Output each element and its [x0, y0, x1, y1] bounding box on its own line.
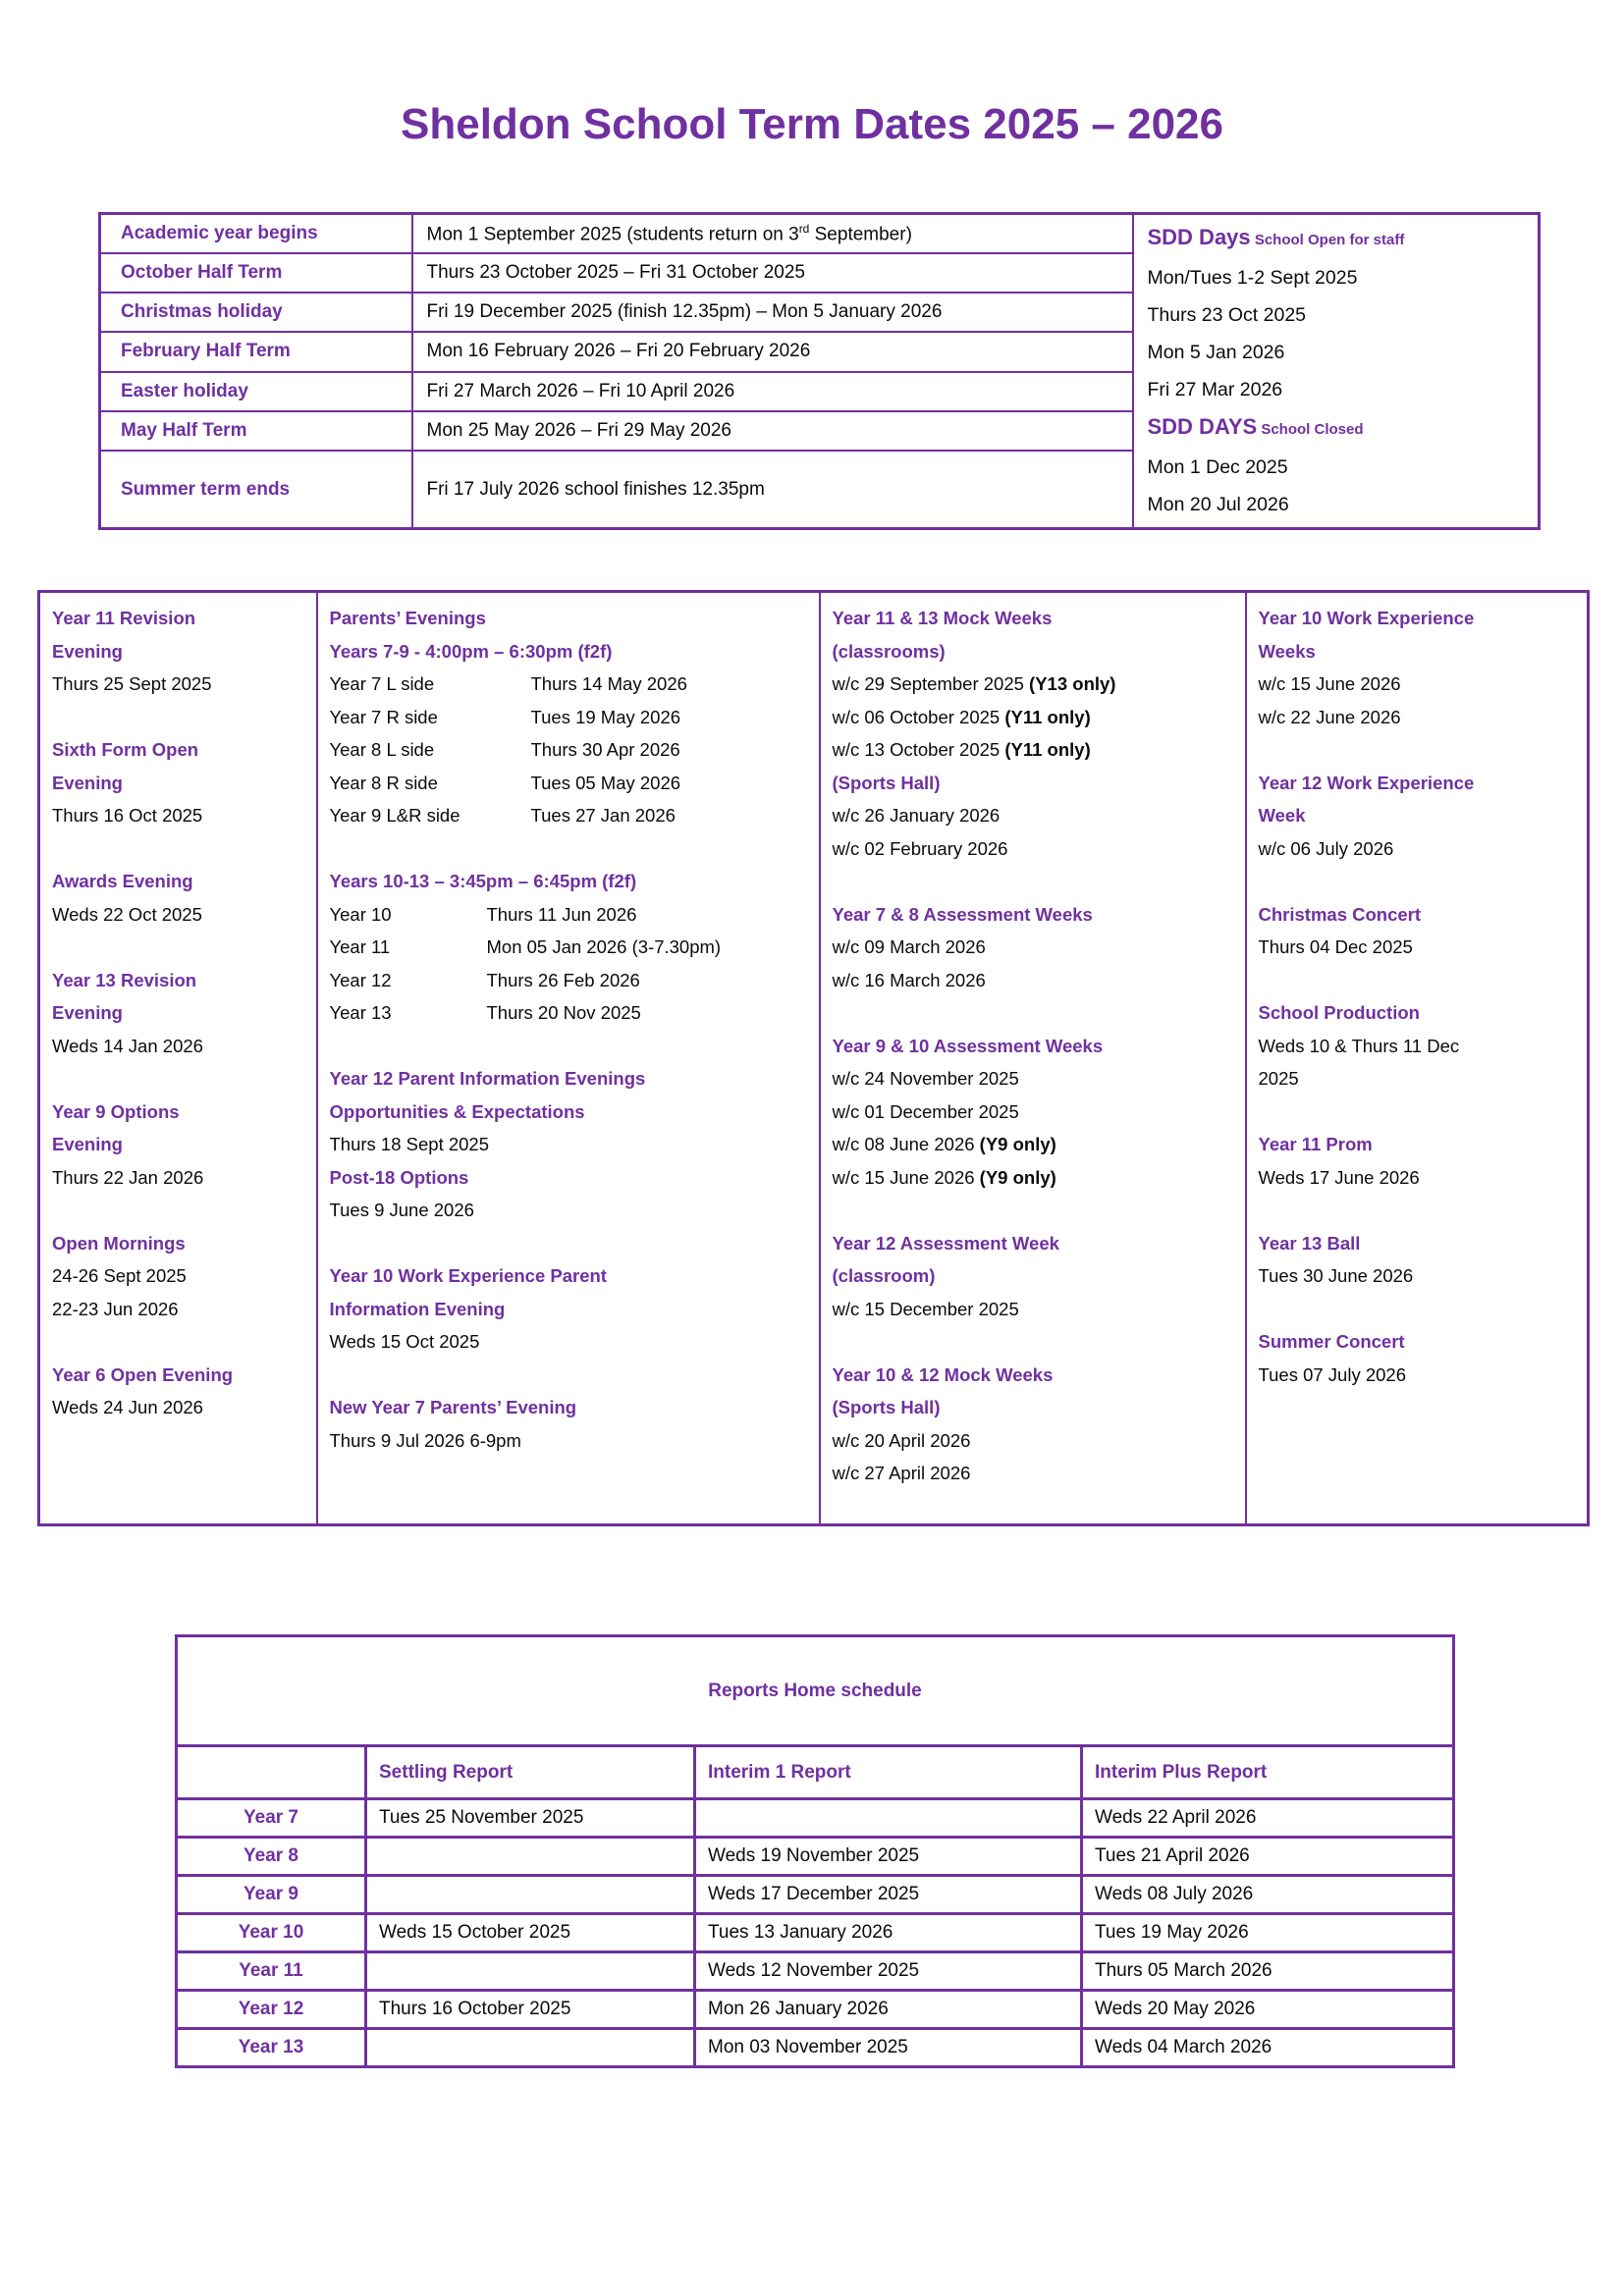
event-date-text: w/c 08 June 2026 — [832, 1134, 980, 1154]
event-heading: Year 11 Prom — [1258, 1134, 1373, 1154]
events-column-parents-evenings — [317, 592, 820, 1525]
report-date-cell: Weds 22 April 2026 — [1082, 1799, 1454, 1838]
spacer — [330, 1227, 807, 1260]
event-date-text: w/c 13 October 2025 — [832, 739, 1005, 760]
sdd-days-cell — [1133, 214, 1540, 529]
spacer — [52, 1194, 304, 1227]
event-heading: Awards Evening — [52, 871, 193, 891]
report-date-cell: Weds 04 March 2026 — [1082, 2029, 1454, 2067]
spacer — [833, 1194, 1233, 1227]
event-pair-date: Thurs 14 May 2026 — [530, 673, 687, 694]
reports-title: Reports Home schedule — [177, 1636, 1454, 1746]
event-date — [833, 701, 1233, 734]
spacer — [52, 1062, 304, 1095]
event-pair — [330, 964, 807, 997]
report-year-cell: Year 9 — [177, 1876, 366, 1914]
report-date-cell — [366, 1838, 695, 1876]
report-row — [177, 1799, 1454, 1838]
event-heading: Year 12 Parent Information Evenings — [329, 1068, 646, 1089]
spacer — [833, 996, 1233, 1030]
event-heading: (Sports Hall) — [832, 1397, 941, 1417]
term-label-cell: February Half Term — [100, 332, 412, 372]
spacer — [52, 701, 304, 734]
event-pair — [330, 733, 807, 767]
report-year-cell: Year 10 — [177, 1914, 366, 1952]
event-date: 22-23 Jun 2026 — [52, 1298, 179, 1319]
spacer — [1259, 865, 1576, 898]
report-date-cell: Weds 20 May 2026 — [1082, 1991, 1454, 2029]
report-row — [177, 1876, 1454, 1914]
report-date-cell: Tues 19 May 2026 — [1082, 1914, 1454, 1952]
term-value-cell: Fri 27 March 2026 – Fri 10 April 2026 — [412, 372, 1133, 411]
event-date: Tues 30 June 2026 — [1258, 1265, 1414, 1286]
event-pair — [330, 667, 807, 701]
event-pair-date: Thurs 11 Jun 2026 — [486, 903, 637, 925]
term-label-cell: Christmas holiday — [100, 293, 412, 332]
event-date: Thurs 04 Dec 2025 — [1258, 936, 1413, 957]
event-date — [833, 1128, 1233, 1161]
event-heading: Year 13 Ball — [1258, 1232, 1361, 1254]
event-date: 24-26 Sept 2025 — [52, 1265, 187, 1286]
report-date-cell: Tues 25 November 2025 — [366, 1799, 695, 1838]
event-pair — [330, 701, 807, 734]
event-date — [833, 1161, 1233, 1195]
term-row — [100, 214, 1540, 253]
event-date: Thurs 18 Sept 2025 — [329, 1134, 489, 1154]
event-pair — [330, 767, 807, 800]
event-date-text: w/c 15 June 2026 — [832, 1166, 980, 1188]
sdd-date: Mon 1 Dec 2025 — [1147, 456, 1288, 478]
event-heading: Evening — [52, 640, 123, 662]
term-value-cell: Thurs 23 October 2025 – Fri 31 October 2025 — [412, 253, 1133, 293]
event-pair-label: Year 13 — [329, 1002, 392, 1023]
report-year-cell: Year 12 — [177, 1991, 366, 2029]
event-heading: (classroom) — [832, 1265, 936, 1286]
event-heading: Year 7 & 8 Assessment Weeks — [832, 903, 1093, 925]
event-heading: School Production — [1258, 1002, 1420, 1023]
sdd-date: Mon/Tues 1-2 Sept 2025 — [1147, 267, 1358, 289]
event-pair-date: Tues 05 May 2026 — [530, 772, 681, 793]
events-column-work-experience-and-events — [1246, 592, 1589, 1525]
event-pair-label: Year 7 R side — [329, 706, 438, 727]
event-pair-date: Tues 27 Jan 2026 — [530, 805, 676, 826]
events-column-open-and-revision-evenings — [39, 592, 317, 1525]
spacer — [833, 1325, 1233, 1359]
event-pair-label: Year 12 — [329, 969, 392, 990]
sdd-date: Thurs 23 Oct 2025 — [1147, 304, 1307, 326]
spacer — [833, 865, 1233, 898]
sdd-section-title: SDD Days — [1147, 225, 1251, 249]
event-pair-date: Tues 19 May 2026 — [530, 706, 681, 727]
event-pair-label: Year 8 R side — [329, 772, 438, 793]
event-heading: Christmas Concert — [1258, 903, 1422, 925]
event-date: w/c 24 November 2025 — [832, 1068, 1019, 1089]
event-heading: Evening — [52, 1002, 123, 1023]
event-date: Weds 14 Jan 2026 — [52, 1035, 203, 1056]
spacer — [52, 1325, 304, 1359]
events-table — [37, 590, 1590, 1526]
report-date-cell — [366, 1952, 695, 1991]
report-date-cell — [366, 2029, 695, 2067]
reports-header-empty — [177, 1746, 366, 1799]
event-date-note: (Y13 only) — [1029, 673, 1116, 694]
event-heading: Year 12 Work Experience — [1258, 772, 1475, 793]
event-pair-date: Thurs 20 Nov 2025 — [486, 1002, 641, 1023]
event-heading: Summer Concert — [1258, 1331, 1405, 1352]
report-row — [177, 1914, 1454, 1952]
spacer — [1259, 1095, 1576, 1129]
event-heading: New Year 7 Parents’ Evening — [329, 1397, 577, 1417]
reports-header: Interim 1 Report — [695, 1746, 1082, 1799]
sdd-section-heading — [1148, 219, 1525, 259]
term-value-cell: Mon 16 February 2026 – Fri 20 February 2026 — [412, 332, 1133, 372]
page-title: Sheldon School Term Dates 2025 – 2026 — [401, 100, 1223, 148]
spacer — [52, 832, 304, 866]
report-date-cell: Mon 03 November 2025 — [695, 2029, 1082, 2067]
event-date: Weds 24 Jun 2026 — [52, 1397, 203, 1417]
spacer — [330, 1359, 807, 1392]
event-heading: Evening — [52, 1134, 123, 1154]
report-date-cell: Weds 19 November 2025 — [695, 1838, 1082, 1876]
report-date-cell — [366, 1876, 695, 1914]
event-pair — [330, 996, 807, 1030]
event-heading: Years 7-9 - 4:00pm – 6:30pm (f2f) — [329, 640, 613, 662]
event-date-note: (Y9 only) — [979, 1134, 1056, 1154]
event-date: w/c 09 March 2026 — [832, 936, 986, 957]
event-heading: Weeks — [1258, 640, 1316, 662]
term-value-text: September) — [809, 223, 912, 244]
sdd-section-subtitle: School Closed — [1257, 421, 1364, 438]
event-date: w/c 27 April 2026 — [832, 1463, 971, 1483]
event-date: w/c 22 June 2026 — [1258, 706, 1401, 727]
report-row — [177, 2029, 1454, 2067]
term-value-cell — [412, 214, 1133, 253]
event-heading: Year 9 & 10 Assessment Weeks — [832, 1035, 1104, 1056]
event-date: Thurs 22 Jan 2026 — [52, 1166, 204, 1188]
event-date — [833, 733, 1233, 767]
event-heading: Post-18 Options — [329, 1166, 469, 1188]
spacer — [330, 832, 807, 866]
spacer — [1259, 1194, 1576, 1227]
event-date: Tues 07 July 2026 — [1258, 1363, 1406, 1385]
term-value-text: rd — [798, 221, 810, 236]
event-date-text: w/c 06 October 2025 — [832, 706, 1005, 727]
spacer — [1259, 964, 1576, 997]
spacer — [1259, 733, 1576, 767]
term-label-cell: Easter holiday — [100, 372, 412, 411]
event-date: w/c 26 January 2026 — [832, 805, 1001, 826]
event-date: Weds 10 & Thurs 11 Dec — [1258, 1035, 1460, 1056]
report-date-cell: Thurs 05 March 2026 — [1082, 1952, 1454, 1991]
event-pair-date: Mon 05 Jan 2026 (3-7.30pm) — [486, 936, 722, 957]
event-heading: Year 10 Work Experience — [1258, 608, 1475, 628]
event-heading: Sixth Form Open — [52, 739, 199, 760]
term-value-cell: Fri 17 July 2026 school finishes 12.35pm — [412, 451, 1133, 528]
term-value-cell: Mon 25 May 2026 – Fri 29 May 2026 — [412, 411, 1133, 451]
sdd-section-title: SDD DAYS — [1147, 414, 1258, 439]
report-year-cell: Year 8 — [177, 1838, 366, 1876]
event-date-text: w/c 29 September 2025 — [832, 673, 1030, 694]
event-heading: Year 6 Open Evening — [52, 1363, 234, 1385]
report-date-cell — [695, 1799, 1082, 1838]
event-heading: Year 10 & 12 Mock Weeks — [832, 1363, 1054, 1385]
sdd-section-heading — [1148, 408, 1525, 449]
report-year-cell: Year 13 — [177, 2029, 366, 2067]
sdd-date: Fri 27 Mar 2026 — [1147, 379, 1283, 400]
event-heading: (Sports Hall) — [832, 772, 941, 793]
term-dates-table — [98, 212, 1541, 530]
report-year-cell: Year 7 — [177, 1799, 366, 1838]
event-date: w/c 15 December 2025 — [832, 1298, 1019, 1319]
event-pair-date: Thurs 26 Feb 2026 — [486, 969, 640, 990]
term-label-cell: October Half Term — [100, 253, 412, 293]
report-date-cell: Weds 15 October 2025 — [366, 1914, 695, 1952]
event-pair-label: Year 11 — [329, 936, 391, 957]
event-date: w/c 15 June 2026 — [1258, 673, 1401, 694]
event-heading: Year 11 Revision — [52, 608, 196, 628]
reports-header: Interim Plus Report — [1082, 1746, 1454, 1799]
spacer — [52, 931, 304, 964]
reports-home-table — [175, 1634, 1455, 2068]
report-row — [177, 1838, 1454, 1876]
event-pair — [330, 931, 807, 964]
sdd-date: Mon 5 Jan 2026 — [1147, 342, 1285, 363]
event-date-note: (Y9 only) — [979, 1166, 1056, 1188]
event-date: 2025 — [1258, 1068, 1299, 1089]
reports-header: Settling Report — [366, 1746, 695, 1799]
report-row — [177, 1952, 1454, 1991]
term-value-text: Mon 1 September 2025 (students return on 3 — [426, 223, 799, 244]
event-heading: Parents’ Evenings — [329, 608, 486, 628]
events-row — [39, 592, 1589, 1525]
event-date — [833, 667, 1233, 701]
event-date: Weds 17 June 2026 — [1258, 1166, 1420, 1188]
event-heading: Evening — [52, 772, 123, 793]
event-pair-label: Year 7 L side — [329, 673, 435, 694]
event-heading: Years 10-13 – 3:45pm – 6:45pm (f2f) — [329, 871, 637, 891]
event-heading: Information Evening — [329, 1298, 506, 1319]
event-date: w/c 02 February 2026 — [832, 837, 1008, 859]
event-heading: Year 11 & 13 Mock Weeks — [832, 608, 1053, 628]
event-date: Thurs 25 Sept 2025 — [52, 673, 212, 694]
sdd-section-subtitle: School Open for staff — [1250, 232, 1405, 248]
report-date-cell: Tues 13 January 2026 — [695, 1914, 1082, 1952]
spacer — [330, 1030, 807, 1063]
report-row — [177, 1991, 1454, 2029]
event-pair — [330, 898, 807, 932]
event-date-note: (Y11 only) — [1004, 739, 1091, 760]
event-heading: Year 9 Options — [52, 1100, 180, 1122]
event-pair-label: Year 8 L side — [329, 739, 435, 760]
report-date-cell: Weds 12 November 2025 — [695, 1952, 1082, 1991]
event-pair-label: Year 10 — [329, 903, 392, 925]
event-pair-label: Year 9 L&R side — [329, 805, 460, 826]
events-column-mock-and-assessment-weeks — [820, 592, 1246, 1525]
reports-header-row — [177, 1746, 1454, 1799]
event-date: Weds 15 Oct 2025 — [329, 1331, 480, 1352]
event-heading: Week — [1258, 805, 1306, 826]
event-date: Thurs 16 Oct 2025 — [52, 805, 203, 826]
report-year-cell: Year 11 — [177, 1952, 366, 1991]
report-date-cell: Weds 17 December 2025 — [695, 1876, 1082, 1914]
event-heading: Year 10 Work Experience Parent — [329, 1265, 607, 1286]
event-date: w/c 20 April 2026 — [832, 1429, 971, 1451]
term-label-cell: Academic year begins — [100, 214, 412, 253]
event-heading: Opportunities & Expectations — [329, 1100, 585, 1122]
event-heading: Year 12 Assessment Week — [832, 1232, 1059, 1254]
event-date: Weds 22 Oct 2025 — [52, 903, 202, 925]
term-label-cell: May Half Term — [100, 411, 412, 451]
event-heading: (classrooms) — [832, 640, 946, 662]
term-label-cell: Summer term ends — [100, 451, 412, 528]
report-date-cell: Weds 08 July 2026 — [1082, 1876, 1454, 1914]
event-pair — [330, 799, 807, 832]
event-pair-date: Thurs 30 Apr 2026 — [530, 739, 680, 760]
event-date: Tues 9 June 2026 — [329, 1200, 474, 1220]
sdd-date: Mon 20 Jul 2026 — [1147, 494, 1289, 515]
term-value-cell: Fri 19 December 2025 (finish 12.35pm) – Mon 5 January 2026 — [412, 293, 1133, 332]
reports-title-row — [177, 1636, 1454, 1746]
report-date-cell: Mon 26 January 2026 — [695, 1991, 1082, 2029]
report-date-cell: Tues 21 April 2026 — [1082, 1838, 1454, 1876]
event-date: Thurs 9 Jul 2026 6-9pm — [329, 1429, 521, 1451]
term-dates-body — [100, 214, 1540, 529]
event-date: w/c 01 December 2025 — [832, 1100, 1019, 1122]
spacer — [1259, 1293, 1576, 1326]
report-date-cell: Thurs 16 October 2025 — [366, 1991, 695, 2029]
event-heading: Open Mornings — [52, 1232, 186, 1254]
event-date: w/c 06 July 2026 — [1258, 837, 1394, 859]
event-date: w/c 16 March 2026 — [832, 969, 986, 990]
event-date-note: (Y11 only) — [1004, 706, 1091, 727]
event-heading: Year 13 Revision — [52, 969, 197, 990]
